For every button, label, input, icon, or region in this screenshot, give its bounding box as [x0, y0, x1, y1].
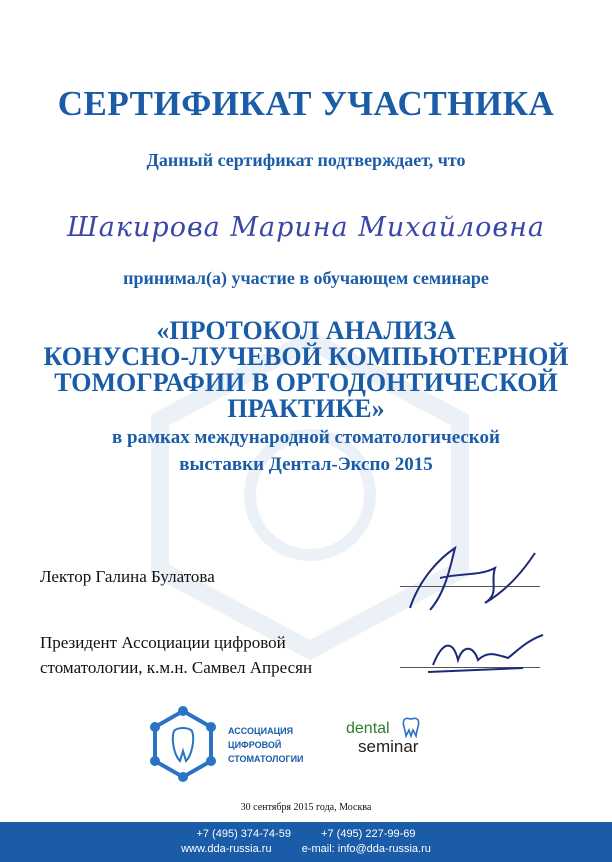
participated-text: принимал(а) участие в обучающем семинаре	[123, 268, 489, 288]
tooth-icon	[400, 716, 422, 738]
association-name	[228, 724, 304, 766]
seminar-title-line: КОНУСНО-ЛУЧЕВОЙ КОМПЬЮТЕРНОЙ	[43, 342, 569, 371]
seminar-title-line: ТОМОГРАФИИ В ОРТОДОНТИЧЕСКОЙ	[54, 368, 558, 397]
association-name-line: ЦИФРОВОЙ	[228, 740, 282, 750]
association-name-line: АССОЦИАЦИЯ	[228, 726, 294, 736]
seminar-title-line: «ПРОТОКОЛ АНАЛИЗА	[156, 316, 456, 345]
seminar-title	[0, 318, 612, 422]
phone-2: +7 (495) 227-99-69	[321, 828, 416, 840]
association-name-line: СТОМАТОЛОГИИ	[228, 754, 304, 764]
president-label	[40, 630, 312, 680]
footer-phones	[0, 822, 612, 842]
participant-name: Шакирова Марина Михайловна	[66, 212, 546, 243]
president-signature-icon	[428, 630, 548, 680]
lector-label: Лектор Галина Булатова	[40, 567, 215, 586]
footer-bar	[0, 822, 612, 862]
event-line: выставки Дентал-Экспо 2015	[179, 454, 433, 475]
website-link[interactable]: www.dda-russia.ru	[181, 843, 272, 855]
seminar-word: seminar	[358, 737, 419, 756]
date-place: 30 сентября 2015 года, Москва	[240, 802, 372, 813]
president-line: стоматологии, к.м.н. Самвел Апресян	[40, 658, 313, 677]
president-line: Президент Ассоциации цифровой	[40, 633, 286, 652]
event-line: в рамках международной стоматологической	[112, 427, 500, 448]
email-link[interactable]: e-mail: info@dda-russia.ru	[301, 843, 431, 855]
event-description	[0, 424, 612, 478]
footer-contacts	[0, 842, 612, 857]
dental-word: dental	[346, 720, 390, 737]
lector-signature-icon	[400, 538, 540, 618]
seminar-title-line: ПРАКТИКЕ»	[227, 394, 385, 423]
certificate-title: СЕРТИФИКАТ УЧАСТНИКА	[57, 84, 555, 123]
confirm-text: Данный сертификат подтверждает, что	[146, 150, 466, 170]
association-hexagon-logo-icon	[148, 705, 218, 783]
phone-1: +7 (495) 374-74-59	[196, 828, 291, 840]
